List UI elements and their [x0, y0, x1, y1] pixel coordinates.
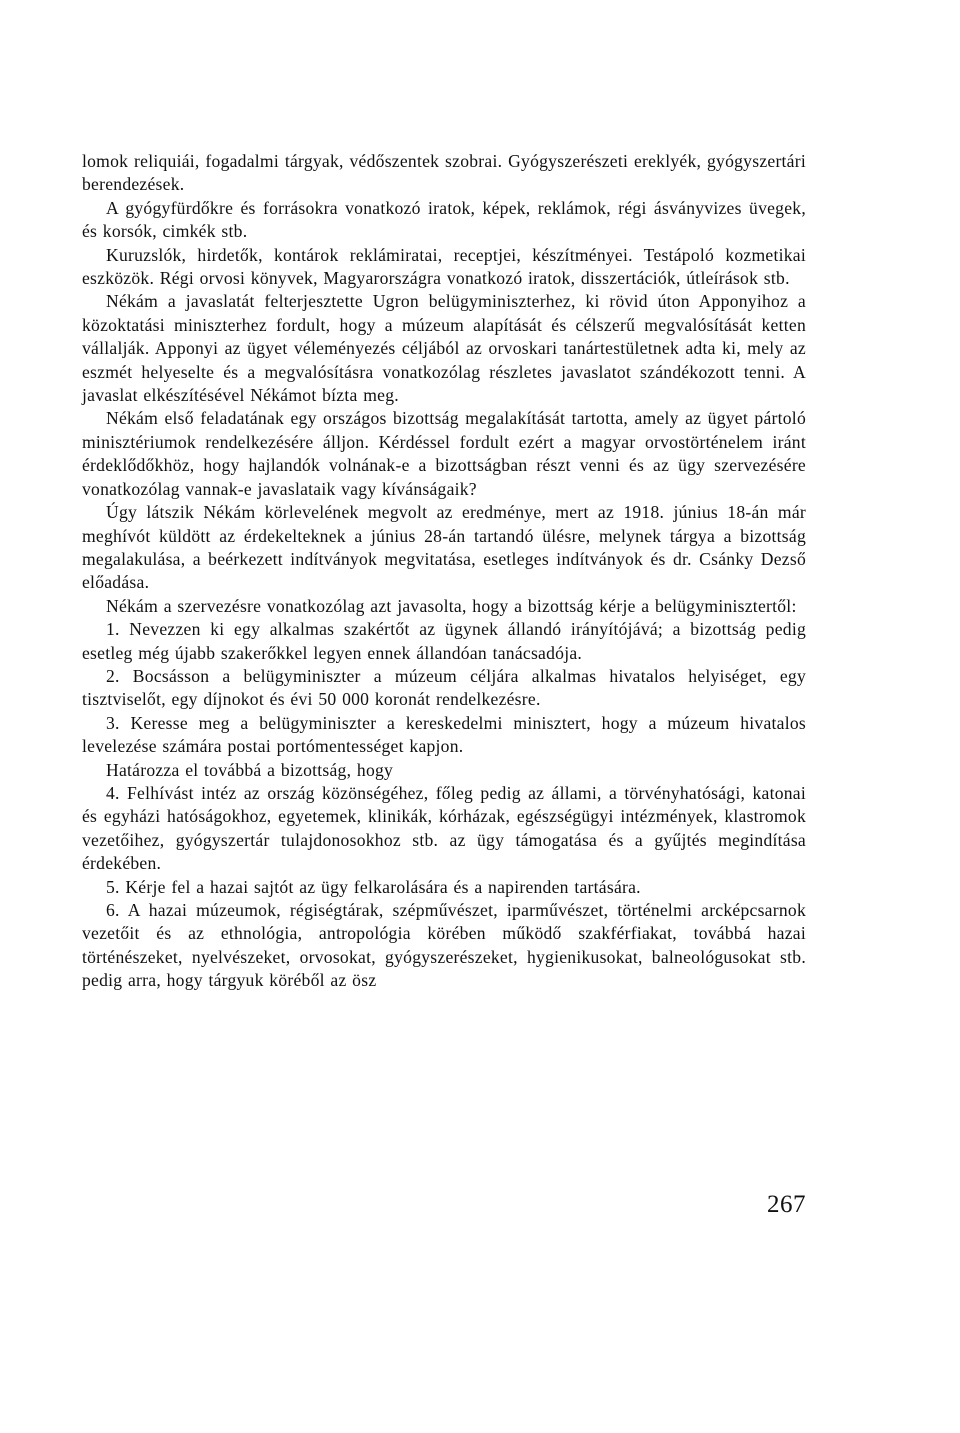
paragraph: A gyógyfürdőkre és forrásokra vonatkozó iratok, képek, reklámok, régi ásványvizes üvegek, és korsók, cimkék stb.: [82, 197, 806, 242]
page-number: 267: [767, 1191, 806, 1218]
page-text-column: [82, 150, 806, 993]
paragraph: 1. Nevezzen ki egy alkalmas szakértőt az ügynek állandó irányítójává; a bizottság pedig esetleg még újabb szakerőkkel legyen ennek állandóan tanácsadója.: [82, 619, 806, 663]
paragraph: Határozza el továbbá a bizottság, hogy: [106, 759, 394, 780]
paragraph: Nékám a szervezésre vonatkozólag azt javasolta, hogy a bizottság kérje a belügyminisztertől:: [106, 595, 797, 616]
paragraph: Nékám első feladatának egy országos bizottság megalakítását tartotta, amely az ügyet pártoló minisztériumok rendelkezésére álljon. Kérdéssel fordult ezért a magyar orvostörténelem iránt érdeklődőkhöz, hogy hajlandók volnának-e a bizottságban részt venni és az ügy szervezésére vonatkozólag vannak-e javaslataik vagy kívánságaik?: [82, 408, 806, 499]
paragraph: 3. Keresse meg a belügyminiszter a kereskedelmi minisztert, hogy a múzeum hivatalos levelezése számára postai portómentességet kapjon.: [82, 712, 806, 757]
paragraph: Nékám a javaslatát felterjesztette Ugron belügyminiszterhez, ki rövid úton Apponyihoz a közoktatási miniszterhez fordult, hogy a múzeum alapítását és célszerű megvalósítását ketten vállalják. Apponyi az ügyet véleményezés céljából az orvoskari tanártestületnek adta ki, mely az eszmét helyeselte és a megvalósításra vonatkozólag részletes javaslatot szándékozott tenni. A javaslat elkészítésével Nékámot bízta meg.: [82, 291, 806, 406]
paragraph: 4. Felhívást intéz az ország közönségéhez, főleg pedig az állami, a törvényhatósági, katonai és egyházi hatóságokhoz, egyetemek, klinikák, kórházak, egészségügyi intézmények, klastromok vezetőihez, gyógyszertár tulajdonosokhoz stb. az ügy támogatása és a gyűjtés megindítása érdekében.: [82, 782, 806, 874]
paragraph: 2. Bocsásson a belügyminiszter a múzeum céljára alkalmas hivatalos helyiséget, egy tisztviselőt, egy díjnokot és évi 50 000 koronát rendelkezésre.: [82, 665, 806, 710]
paragraph: Úgy látszik Nékám körlevelének megvolt az eredménye, mert az 1918. június 18-án már meghívót küldött az érdekelteknek a június 28-án tartandó ülésre, melynek tárgya a bizottság megalakulása, a beérkezett indítványok megvitatása, esetleges indítványok és dr. Csánky Dezső előadása.: [82, 502, 806, 593]
paragraph: 6. A hazai múzeumok, régiségtárak, szépművészet, iparművészet, történelmi arcképcsarnok vezetőit és az ethnológia, antropológia körében működő szakférfiakat, továbbá hazai történészeket, nyelvészeket, orvosokat, gyógyszerészeket, hygienikusokat, balneológusokat stb. pedig arra, hogy tárgyuk köréből az ösz: [82, 900, 806, 991]
paragraph: lomok reliquiái, fogadalmi tárgyak, védőszentek szobrai. Gyógyszerészeti ereklyék, gyógyszertári berendezések.: [82, 151, 806, 195]
paragraph: Kuruzslók, hirdetők, kontárok reklámiratai, receptjei, készítményei. Testápoló kozmetikai eszközök. Régi orvosi könyvek, Magyarországra vonatkozó iratok, disszertációk, útleírások stb.: [82, 244, 806, 289]
paragraph: 5. Kérje fel a hazai sajtót az ügy felkarolására és a napirenden tartására.: [106, 876, 641, 897]
